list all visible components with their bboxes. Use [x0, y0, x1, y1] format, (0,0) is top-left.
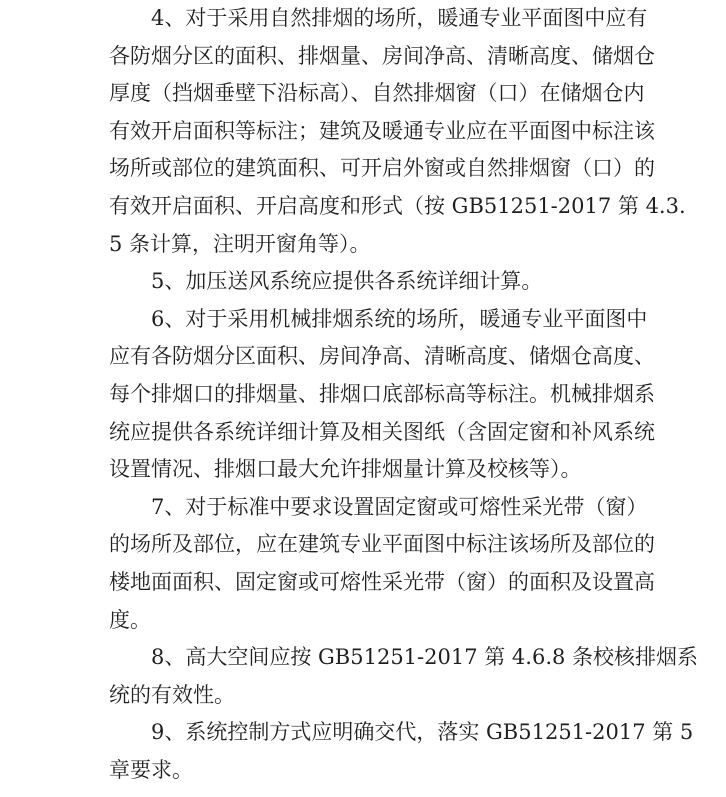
paragraph-4-line-1: 4、对于采用自然排烟的场所，暖通专业平面图中应有 — [151, 6, 648, 30]
paragraph-9-line-2: 章要求。 — [109, 757, 193, 782]
paragraph-7-line-4: 度。 — [109, 607, 151, 632]
paragraph-6-line-2: 应有各防烟分区面积、房间净高、清晰高度、储烟仓高度、 — [109, 344, 655, 369]
paragraph-4-line-2: 各防烟分区的面积、排烟量、房间净高、清晰高度、储烟仓 — [109, 43, 655, 68]
paragraph-9-line-1: 9、系统控制方式应明确交代，落实 GB51251-2017 第 5 — [151, 720, 694, 745]
paragraph-7-line-3: 楼地面面积、固定窗或可熔性采光带（窗）的面积及设置高 — [109, 569, 655, 594]
paragraph-4-line-6: 有效开启面积、开启高度和形式（按 GB51251-2017 第 4.3. — [109, 193, 686, 218]
paragraph-6-line-5: 设置情况、排烟口最大允许排烟量计算及校核等）。 — [109, 457, 582, 482]
paragraph-8-line-1: 8、高大空间应按 GB51251-2017 第 4.6.8 条校核排烟系 — [151, 645, 699, 670]
paragraph-4-line-7: 5 条计算，注明开窗角等）。 — [109, 231, 371, 256]
paragraph-6-line-4: 统应提供各系统详细计算及相关图纸（含固定窗和补风系统 — [109, 419, 655, 444]
document-body — [109, 0, 699, 789]
paragraph-6-line-3: 每个排烟口的排烟量、排烟口底部标高等标注。机械排烟系 — [109, 381, 655, 406]
paragraph-6-line-1: 6、对于采用机械排烟系统的场所，暖通专业平面图中 — [151, 306, 648, 331]
paragraph-4-line-4: 有效开启面积等标注；建筑及暖通专业应在平面图中标注该 — [109, 118, 655, 143]
paragraph-4-line-5: 场所或部位的建筑面积、可开启外窗或自然排烟窗（口）的 — [109, 156, 655, 181]
paragraph-7-line-1: 7、对于标准中要求设置固定窗或可熔性采光带（窗） — [151, 494, 648, 519]
paragraph-5-line-1: 5、加压送风系统应提供各系统详细计算。 — [151, 269, 543, 294]
paragraph-7-line-2: 的场所及部位，应在建筑专业平面图中标注该场所及部位的 — [109, 532, 655, 557]
paragraph-8-line-2: 统的有效性。 — [109, 682, 235, 707]
paragraph-4-line-3: 厚度（挡烟垂壁下沿标高）、自然排烟窗（口）在储烟仓内 — [109, 81, 645, 106]
